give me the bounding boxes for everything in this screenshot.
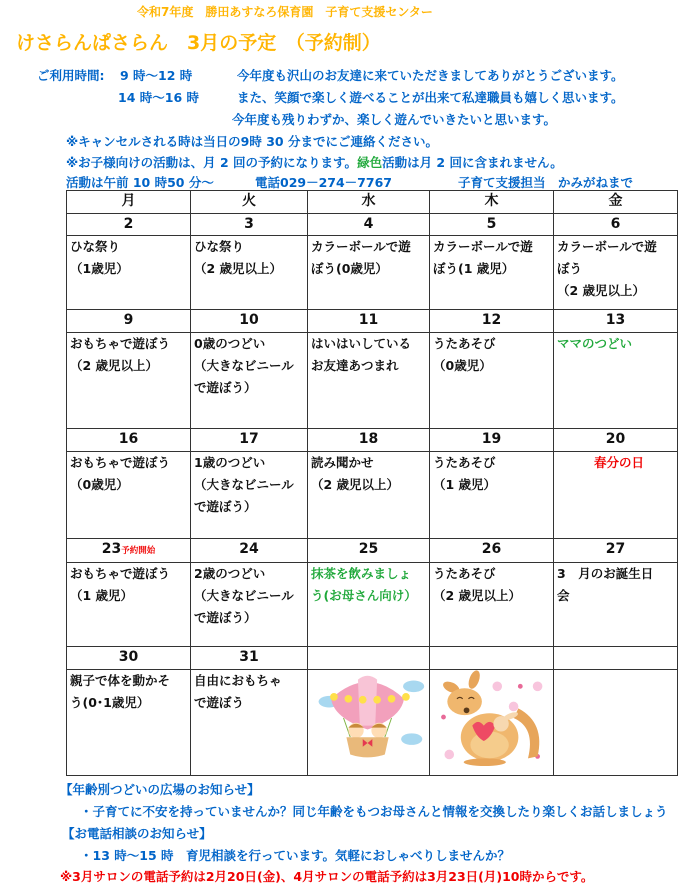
date-row [67,539,678,563]
event-line: （0歳児） [433,358,492,373]
green-event-line: う(お母さん向け） [311,588,417,603]
kangaroo-illustration [430,670,553,766]
event-cell [430,333,554,429]
weekday-wed: 水 [308,191,430,214]
event-line: カラーボールで遊 [311,239,411,254]
event-line: で遊ぼう [194,695,245,710]
date-cell: 11 [308,310,430,333]
balloon-illustration-cell [308,670,430,776]
event-cell [191,670,308,776]
event-line: お友達あつまれ [311,358,399,373]
event-cell [191,236,308,310]
notice-age-gathering-body: ・子育てに不安を持っていませんか？同じ年齢をもつお母さんと情報を交換したり楽しくお話しましょう [80,804,668,819]
notice-phone-consult-body: ・13 時～15 時 育児相談を行っています。気軽におしゃべりしませんか？ [80,848,510,863]
event-line: ぼう [557,261,583,276]
date-cell: 13 [554,310,678,333]
notice-age-gathering-title: 【年齢別つどいの広場のお知らせ】 [60,782,260,797]
org-subtitle: 令和7年度 勝田あすなろ保育園 子育て支援センター [137,5,433,19]
event-cell [554,452,678,539]
event-line: 2歳のつどい [194,566,266,581]
event-cell [191,452,308,539]
event-cell [430,452,554,539]
phone-number[interactable]: 電話029－274－7767 [255,175,392,190]
date-cell: 19 [430,429,554,452]
event-line: 会 [557,588,570,603]
event-line: （1 歳児） [433,477,497,492]
event-cell [191,333,308,429]
date-cell: 18 [308,429,430,452]
date-number: 23 [101,541,122,557]
holiday-date-cell: 20 [554,429,678,452]
date-cell: 10 [191,310,308,333]
event-line: ぼう(1 歳児） [433,261,515,276]
event-line: （2 歳児以上） [70,358,159,373]
reserve-note-b: 活動は月 2 回に含まれません。 [382,155,563,170]
date-cell: 2 [67,214,191,236]
green-event-line: ママのつどい [557,336,633,351]
cancel-note: ※キャンセルされる時は当日の9時 30 分までにご連絡ください。 [66,134,438,149]
event-line: （大きなビニール [194,358,294,373]
event-line: （大きなビニール [194,588,294,603]
event-line: 読み聞かせ [311,455,374,470]
reserve-note-green: 緑色 [357,155,383,170]
event-line: で遊ぼう） [194,610,257,625]
event-line: ぼう(0歳児） [311,261,388,276]
event-line: （1 歳児） [70,588,134,603]
greeting-line-3: 今年度も残りわずか、楽しく遊んでいきたいと思います。 [232,112,557,127]
event-line: おもちゃで遊ぼう [70,455,171,470]
weekday-header-row [67,191,678,214]
event-cell [308,236,430,310]
event-line: うたあそび [433,455,496,470]
calendar-table [66,190,678,776]
date-row [67,647,678,670]
date-row [67,429,678,452]
event-row [67,452,678,539]
hours-label: ご利用時間: [37,68,105,83]
reservation-start-note: 予約開始 [121,546,156,556]
event-line: 3 月のお誕生日 [557,566,654,581]
date-cell: 27 [554,539,678,563]
event-cell [67,563,191,647]
date-cell: 31 [191,647,308,670]
hours-morning: 9 時～12 時 [120,68,193,83]
event-row [67,333,678,429]
date-row [67,310,678,333]
event-cell [67,452,191,539]
event-row [67,670,678,776]
event-cell-empty [554,670,678,776]
date-row [67,214,678,236]
date-cell-empty [308,647,430,670]
event-line: はいはいしている [311,336,412,351]
event-cell [308,563,430,647]
reserve-note [66,153,563,171]
event-row [67,563,678,647]
event-cell [67,333,191,429]
event-line: （0歳児） [70,477,129,492]
holiday-label: 春分の日 [594,455,645,470]
event-cell [308,452,430,539]
event-line: 親子で体を動かそ [70,673,171,688]
kangaroo-illustration-cell [430,670,554,776]
event-row [67,236,678,310]
event-cell [430,236,554,310]
hours-afternoon: 14 時～16 時 [118,90,199,105]
greeting-line-1: 今年度も沢山のお友達に来ていただきましてありがとうございます。 [237,68,624,83]
event-line: うたあそび [433,566,496,581]
date-cell: 16 [67,429,191,452]
date-cell: 3 [191,214,308,236]
date-cell [67,539,191,563]
date-cell: 17 [191,429,308,452]
event-cell [554,333,678,429]
notice-phone-consult-title: 【お電話相談のお知らせ】 [62,826,212,841]
date-cell: 12 [430,310,554,333]
weekday-thu: 木 [430,191,554,214]
event-cell [67,236,191,310]
event-line: おもちゃで遊ぼう [70,566,171,581]
weekday-fri: 金 [554,191,678,214]
date-cell: 4 [308,214,430,236]
activity-time: 活動は午前 10 時50 分～ [66,175,214,190]
event-cell [554,236,678,310]
event-line: で遊ぼう） [194,380,257,395]
date-cell: 30 [67,647,191,670]
event-line: カラーボールで遊 [433,239,533,254]
event-line: うたあそび [433,336,496,351]
event-cell [554,563,678,647]
event-line: 1歳のつどい [194,455,266,470]
event-line: （2 歳児以上） [433,588,522,603]
greeting-line-2: また、笑顔で楽しく遊べることが出来て私達職員も嬉しく思います。 [237,90,624,105]
salon-reservation-note: ※3月サロンの電話予約は2月20日(金)、4月サロンの電話予約は3月23日(月)10時からです。 [60,869,594,884]
event-line: （大きなビニール [194,477,294,492]
event-line: ひな祭り [194,239,245,254]
hot-air-balloon-illustration [308,670,429,766]
event-line: 0歳のつどい [194,336,266,351]
weekday-tue: 火 [191,191,308,214]
event-line: おもちゃで遊ぼう [70,336,171,351]
date-cell: 6 [554,214,678,236]
contact-person: 子育て支援担当 かみがねまで [458,175,634,190]
event-line: 自由におもちゃ [194,673,282,688]
event-line: ひな祭り [70,239,121,254]
page-title: けさらんぱさらん 3月の予定 （予約制） [16,32,381,54]
date-cell: 5 [430,214,554,236]
weekday-mon: 月 [67,191,191,214]
event-line: う(0･1歳児） [70,695,150,710]
event-cell [430,563,554,647]
date-cell-empty [430,647,554,670]
green-event-line: 抹茶を飲みましょ [311,566,412,581]
event-line: （1歳児） [70,261,129,276]
date-cell: 9 [67,310,191,333]
reserve-note-a: ※お子様向けの活動は、月 2 回の予約になります。 [66,155,358,170]
event-cell [308,333,430,429]
event-line: （2 歳児以上） [194,261,283,276]
date-cell: 24 [191,539,308,563]
event-cell [67,670,191,776]
event-line: （2 歳児以上） [557,283,646,298]
date-cell: 26 [430,539,554,563]
date-cell-empty [554,647,678,670]
event-line: カラーボールで遊 [557,239,657,254]
event-line: で遊ぼう） [194,499,257,514]
event-line: （2 歳児以上） [311,477,400,492]
event-cell [191,563,308,647]
date-cell: 25 [308,539,430,563]
